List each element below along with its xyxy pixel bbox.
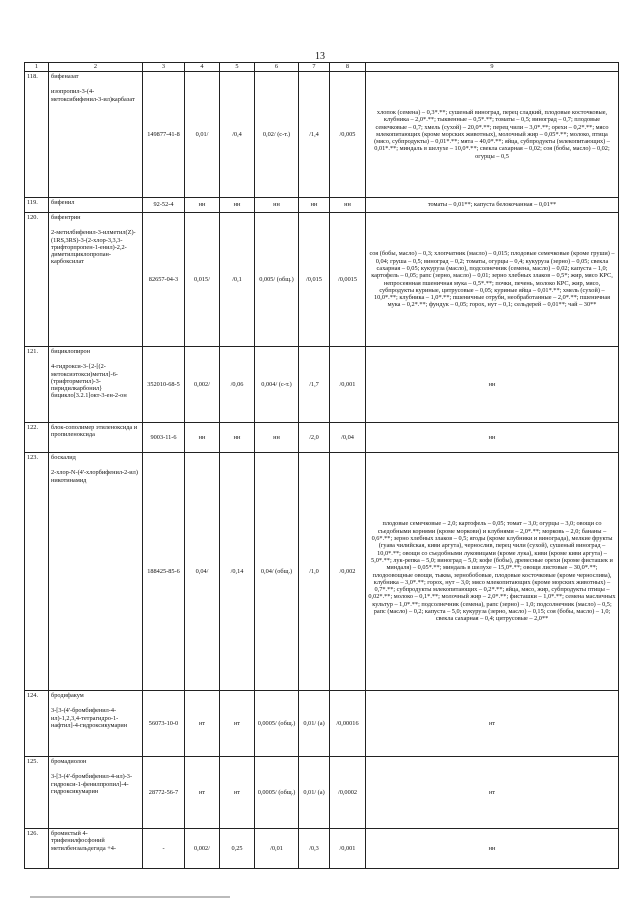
value-col5: /0,14 <box>220 453 255 691</box>
col-header: 8 <box>330 63 366 72</box>
substance-cell <box>49 757 143 829</box>
value-col4: нт <box>185 691 220 757</box>
mrl-text: нн <box>366 423 619 453</box>
row-number: 124. <box>25 691 49 757</box>
col-header: 9 <box>366 63 619 72</box>
chemical-name: 4-гидрокси-3-{2-[(2-метоксиэтокси)метил]-6-(трифторметил)-3-пиридилкарбонил}бицикло[3.2.1]окт-3-ен-2-он <box>51 363 127 400</box>
value-col5: нн <box>220 198 255 213</box>
value-col4: нт <box>185 757 220 829</box>
value-col5: /0,06 <box>220 347 255 423</box>
row-number: 118. <box>25 72 49 198</box>
value-col7: 0,01/ (а) <box>299 691 330 757</box>
value-col6: 0,0005/ (общ.) <box>255 757 299 829</box>
value-col8: /0,001 <box>330 347 366 423</box>
chemical-name: изопропил-3-(4-метоксибифенил-3-ил)карбазат <box>51 88 135 103</box>
footer-rule <box>30 896 230 898</box>
cas-number: 82657-04-3 <box>143 213 185 347</box>
table-row <box>25 213 619 347</box>
column-header-row <box>25 63 619 72</box>
col-header: 4 <box>185 63 220 72</box>
value-col8: /0,0015 <box>330 213 366 347</box>
value-col8: /0,001 <box>330 829 366 869</box>
value-col5: нн <box>220 423 255 453</box>
mrl-text: нн <box>366 347 619 423</box>
mrl-text: нт <box>366 757 619 829</box>
value-col8: /0,002 <box>330 453 366 691</box>
value-col7: /1,0 <box>299 453 330 691</box>
substance-cell <box>49 691 143 757</box>
table-row <box>25 423 619 453</box>
chemical-name: 3-[3-(4'-бромбифенил-4-ил)-1,2,3,4-тетрагидро-1-нафтил]-4-гидроксикумарин <box>51 707 128 729</box>
value-col7: нн <box>299 198 330 213</box>
value-col4: 0,002/ <box>185 347 220 423</box>
value-col8: /0,0002 <box>330 757 366 829</box>
chemical-name: 3-[3-(4'-бромбифенил-4-ил)-3-гидрокси-1-фенилпропил]-4-гидроксикумарин <box>51 773 133 795</box>
page-number: 13 <box>315 51 325 62</box>
substance-name: бициклопирон <box>51 348 91 355</box>
value-col4: 0,002/ <box>185 829 220 869</box>
value-col7: 0,01/ (а) <box>299 757 330 829</box>
chemical-name: 2-хлор-N-(4'-хлорбифенил-2-ил) никотинамид <box>51 469 138 484</box>
value-col6: нн <box>255 423 299 453</box>
col-header: 3 <box>143 63 185 72</box>
cas-number: 149877-41-8 <box>143 72 185 198</box>
value-col4: 0,01/ <box>185 72 220 198</box>
table-row <box>25 347 619 423</box>
col-header: 5 <box>220 63 255 72</box>
cas-number: 352010-68-5 <box>143 347 185 423</box>
cas-number: 188425-85-6 <box>143 453 185 691</box>
mrl-text: хлопок (семена) – 0,3*.**; сушеный виноград, перец сладкий, плодовые косточковые, клубника – 2,0*.**; тыквенные – 0,5*.**; томаты – 0,5; виноград – 0,7; плодовые семечковые – 0,7; хмель (сухой) – 20,0*.**; перец чили – 3,0*.**; орехи – 0,2*.**; мясо млекопитающих (кроме морских животных), молочный жир – 0,05*.**; молоко, птица (мясо, субпродукты) – 0,01*.**; мята – 40,0*.**; яйца, субпродукты (млекопитающих) – 0,01*.**; миндаль в шелухе – 10,0*.**; свекла сахарная – 0,02; соя (бобы, масло) – 0,02; огурцы – 0,5 <box>366 72 619 198</box>
value-col8: /0,005 <box>330 72 366 198</box>
cas-number: 9003-11-6 <box>143 423 185 453</box>
row-number: 125. <box>25 757 49 829</box>
cas-number: 92-52-4 <box>143 198 185 213</box>
table-row <box>25 453 619 691</box>
value-col8: /0,04 <box>330 423 366 453</box>
substance-name: бродифакум <box>51 692 84 699</box>
value-col6: 0,0005/ (общ.) <box>255 691 299 757</box>
value-col6: 0,005/ (общ.) <box>255 213 299 347</box>
value-col5: нт <box>220 757 255 829</box>
value-col4: 0,04/ <box>185 453 220 691</box>
row-number: 122. <box>25 423 49 453</box>
mrl-text: соя (бобы, масло) – 0,3; хлопчатник (масло) – 0,015; плодовые семечковые (кроме груши) – 0,04; груша – 0,5; виноград – 0,2; томаты, огурцы – 0,4; кукуруза (зерно) – 0,05; свекла сахарная – 0,05; кукуруза (масло), подсолнечник (семена, масло) – 0,02; капуста – 1,0; картофель – 0,05; рапс (зерно, масло) – 0,01; зерно хлебных злаков – 0,5*; жир, мясо КРС, непросеянная пшеничная мука – 0,5*.**; почки, печень, молоко КРС, жир, мясо, субпродукты куриные, цитрусовые – 0,05; куриные яйца – 0,01*.**; хмель (сухой) – 10,0*.**; клубника – 1,0*.**; пшеничные отруби, необработанные – 2,0*.**; пшеничная мука – 0,2*.**; фундук – 0,05; горох, нут – 0,1; сельдерей – 0,01**; чай – 30** <box>366 213 619 347</box>
row-number: 121. <box>25 347 49 423</box>
substance-name: боскалид <box>51 454 76 461</box>
substance-name: бифеназат <box>51 73 79 80</box>
mrl-text: нн <box>366 829 619 869</box>
value-col7: /1,7 <box>299 347 330 423</box>
value-col5: /0,4 <box>220 72 255 198</box>
value-col8: /0,00016 <box>330 691 366 757</box>
table-row <box>25 72 619 198</box>
value-col8: нн <box>330 198 366 213</box>
value-col7: /2,0 <box>299 423 330 453</box>
value-col4: 0,015/ <box>185 213 220 347</box>
value-col4: нн <box>185 423 220 453</box>
row-number: 120. <box>25 213 49 347</box>
substance-cell <box>49 72 143 198</box>
substance-name: бромадиолон <box>51 758 87 765</box>
residue-table <box>24 62 619 869</box>
substance-name: бромистый 4-трифенилфосфоний метилбензальдегида +4- <box>51 830 117 852</box>
substance-cell <box>49 213 143 347</box>
substance-name: блок-сополимер этиленоксида и пропиленоксида <box>51 424 138 439</box>
value-col7: /1,4 <box>299 72 330 198</box>
substance-name: бифенил <box>51 199 75 206</box>
col-header: 1 <box>25 63 49 72</box>
substance-cell <box>49 453 143 691</box>
col-header: 2 <box>49 63 143 72</box>
value-col7: /0,015 <box>299 213 330 347</box>
row-number: 126. <box>25 829 49 869</box>
value-col5: 0,25 <box>220 829 255 869</box>
chemical-name: 2-метилбифенил-3-илметил(Z)-(1RS,3RS)-3-(2-хлор-3,3,3-трифторпропен-1-енил)-2,2-диметилциклопропан-карбоксилат <box>51 229 136 266</box>
value-col7: /0,3 <box>299 829 330 869</box>
value-col6: 0,04/ (общ.) <box>255 453 299 691</box>
value-col4: нн <box>185 198 220 213</box>
mrl-text: плодовые семечковые – 2,0; картофель – 0,05; томат – 3,0; огурцы – 3,0; овощи со съедобными корнями (кроме моркови) и клубнями – 2,0*.**; морковь – 2,0; бананы – 0,6*.**; зерно хлебных злаков – 0,5; ягоды (кроме клубники и винограда), мелкие фрукты (гуава чилийская, киви аргута), чернослив, перец чили (сухой), сушеный виноград – 10,0*.**; овощи со съедобными луковицами (кроме лука), киви (кроме киви аргута) – 5,0*.**; лук-репка – 5,0; виноград – 5,0; кофе (бобы), древесные орехи (кроме фисташек и миндаля) – 0,05*.**; миндаль в шелухе – 15,0*.**; овощи листовые – 30,0*.**; плодоовощные овощи, тыква, зернобобовые, плодовые косточковые (кроме чернослива), клубника – 3,0*.**; горох, нут – 3,0; мясо млекопитающих (кроме морских животных) – 0,7*.**; субпродукты млекопитающих – 0,2*.**; яйца, мясо, жир, субпродукты птицы – 0,02*.**; молоко – 0,1*.**; молочный жир – 2,0*.**; фисташки – 1,0*.**; семена масличных культур – 1,0*.**; подсолнечник (семена), рапс (зерно) – 1,0; подсолнечник (масло) – 0,5; рапс (масло) – 0,2; капуста – 5,0; кукуруза (зерно, масло) – 0,15; соя (бобы, масло) – 1,0; свекла сахарная – 0,4; цитрусовые – 2,0** <box>366 453 619 691</box>
value-col5: нт <box>220 691 255 757</box>
substance-cell <box>49 423 143 453</box>
value-col6: 0,004/ (с-т.) <box>255 347 299 423</box>
table-row <box>25 829 619 869</box>
table-row <box>25 757 619 829</box>
substance-name: бифентрин <box>51 214 81 221</box>
value-col6: 0,02/ (с-т.) <box>255 72 299 198</box>
substance-cell <box>49 829 143 869</box>
col-header: 6 <box>255 63 299 72</box>
mrl-text: нт <box>366 691 619 757</box>
table-row <box>25 198 619 213</box>
row-number: 123. <box>25 453 49 691</box>
cas-number: 56073-10-0 <box>143 691 185 757</box>
cas-number: - <box>143 829 185 869</box>
value-col6: /0,01 <box>255 829 299 869</box>
mrl-text: томаты – 0,01**; капуста белокочанная – 0,01** <box>366 198 619 213</box>
cas-number: 28772-56-7 <box>143 757 185 829</box>
row-number: 119. <box>25 198 49 213</box>
value-col5: /0,1 <box>220 213 255 347</box>
col-header: 7 <box>299 63 330 72</box>
substance-cell <box>49 198 143 213</box>
table-row <box>25 691 619 757</box>
value-col6: нн <box>255 198 299 213</box>
substance-cell <box>49 347 143 423</box>
